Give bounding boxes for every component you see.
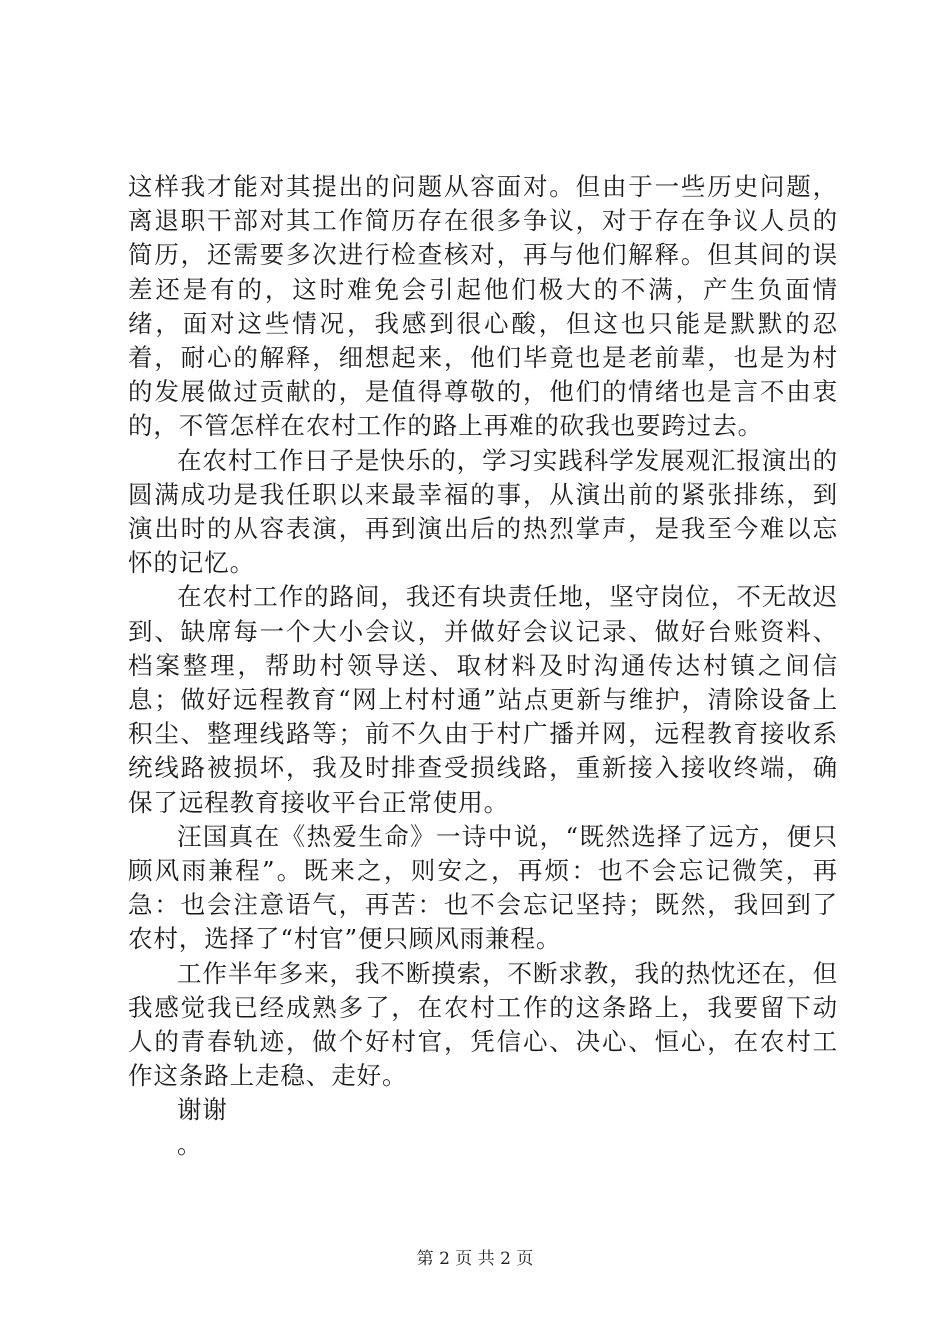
page-footer: 第 2 页 共 2 页 — [416, 1249, 534, 1269]
paragraph: 在农村工作的路间，我还有块责任地，坚守岗位，不无故迟到、缺席每一个大小会议，并做好会议记录、做好台账资料、档案整理，帮助村领导送、取材料及时沟通传达村镇之间信息；做好远程教育“网上村村通”站点更新与维护，清除设备上积尘、整理线路等；前不久由于村广播并网，远程教育接收系统线路被损坏，我及时排查受损线路，重新接入接收终端，确保了远程教育接收平台正常使用。 — [128, 582, 838, 817]
closing-mark: 。 — [177, 1129, 203, 1159]
paragraph: 汪国真在《热爱生命》一诗中说，“既然选择了远方，便只顾风雨兼程”。既来之，则安之，再烦：也不会忘记微笑，再急：也会注意语气，再苦：也不会忘记坚持；既然，我回到了农村，选择了“村官”便只顾风雨兼程。 — [128, 821, 838, 954]
paragraph: 工作半年多来，我不断摸索，不断求教，我的热忱还在，但我感觉我已经成熟多了，在农村工作的这条路上，我要留下动人的青春轨迹，做个好村官，凭信心、决心、恒心，在农村工作这条路上走稳、走好。 — [128, 958, 838, 1091]
paragraph: 在农村工作日子是快乐的，学习实践科学发展观汇报演出的圆满成功是我任职以来最幸福的事，从演出前的紧张排练，到演出时的从容表演，再到演出后的热烈掌声，是我至今难以忘怀的记忆。 — [128, 445, 838, 578]
paragraph-continuation: 这样我才能对其提出的问题从容面对。但由于一些历史问题，离退职干部对其工作简历存在很多争议，对于存在争议人员的简历，还需要多次进行检查核对，再与他们解释。但其间的误差还是有的，这时难免会引起他们极大的不满，产生负面情绪，面对这些情况，我感到很心酸，但这也只能是默默的忍着，耐心的解释，细想起来，他们毕竟也是老前辈，也是为村的发展做过贡献的，是值得尊敬的，他们的情绪也是言不由衷的，不管怎样在农村工作的路上再难的砍我也要跨过去。 — [128, 172, 838, 441]
closing-thanks: 谢谢 — [177, 1095, 228, 1125]
document-body — [128, 170, 838, 1162]
